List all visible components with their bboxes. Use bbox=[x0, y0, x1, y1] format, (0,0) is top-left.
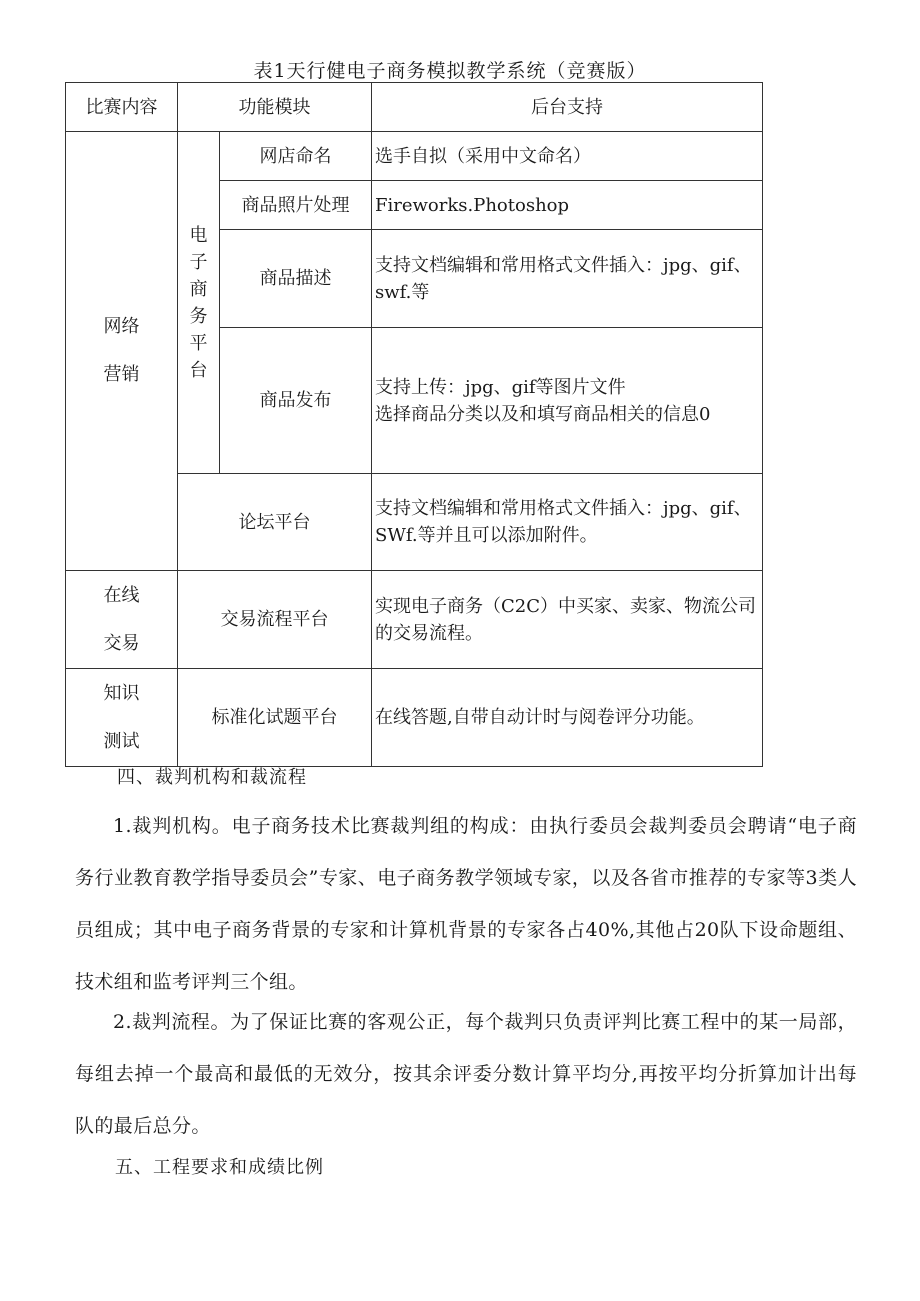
table-row bbox=[66, 132, 763, 181]
support-cell: 在线答题,自带自动计时与阅卷评分功能。 bbox=[372, 669, 763, 767]
category-online-trade: 在线 交易 bbox=[66, 571, 178, 669]
module-cell: 网店命名 bbox=[220, 132, 372, 181]
table-header-row bbox=[66, 83, 763, 132]
table-row bbox=[66, 669, 763, 767]
header-function-module: 功能模块 bbox=[178, 83, 372, 132]
support-cell: Fireworks.Photoshop bbox=[372, 181, 763, 230]
module-cell: 商品发布 bbox=[220, 328, 372, 474]
category-network-marketing: 网络 营销 bbox=[66, 132, 178, 571]
module-cell: 论坛平台 bbox=[178, 474, 372, 571]
table-row bbox=[66, 571, 763, 669]
module-cell: 标准化试题平台 bbox=[178, 669, 372, 767]
support-cell: 选手自拟（采用中文命名） bbox=[372, 132, 763, 181]
header-backend-support: 后台支持 bbox=[372, 83, 763, 132]
group-ecommerce-platform: 电 子 商 务 平 台 bbox=[178, 132, 220, 474]
module-cell: 商品描述 bbox=[220, 230, 372, 328]
module-cell: 交易流程平台 bbox=[178, 571, 372, 669]
paragraph-referee-organization: 1.裁判机构。电子商务技术比赛裁判组的构成：由执行委员会裁判委员会聘请“电子商务行业教育教学指导委员会”专家、电子商务教学领域专家，以及各省市推荐的专家等3类人员组成；其中电子商务背景的专家和计算机背景的专家各占40%,其他占20队下设命题组、技术组和监考评判三个组。 bbox=[75, 815, 857, 993]
support-cell: 支持文档编辑和常用格式文件插入：jpg、gif、swf.等 bbox=[372, 230, 763, 328]
module-cell: 商品照片处理 bbox=[220, 181, 372, 230]
support-cell: 支持上传：jpg、gif等图片文件 选择商品分类以及和填写商品相关的信息0 bbox=[372, 328, 763, 474]
section-4-title: 四、裁判机构和裁流程 bbox=[117, 767, 307, 788]
competition-table bbox=[65, 82, 763, 767]
category-knowledge-test: 知识 测试 bbox=[66, 669, 178, 767]
paragraph-referee-process: 2.裁判流程。为了保证比赛的客观公正，每个裁判只负责评判比赛工程中的某一局部，每组去掉一个最高和最低的无效分，按其余评委分数计算平均分,再按平均分折算加计出每队的最后总分。 bbox=[75, 1011, 857, 1137]
header-competition-content: 比赛内容 bbox=[66, 83, 178, 132]
support-cell: 支持文档编辑和常用格式文件插入：jpg、gif、SWf.等并且可以添加附件。 bbox=[372, 474, 763, 571]
table-caption: 表1天行健电子商务模拟教学系统（竞赛版） bbox=[253, 60, 647, 82]
section-5-title: 五、工程要求和成绩比例 bbox=[115, 1157, 324, 1178]
support-cell: 实现电子商务（C2C）中买家、卖家、物流公司的交易流程。 bbox=[372, 571, 763, 669]
